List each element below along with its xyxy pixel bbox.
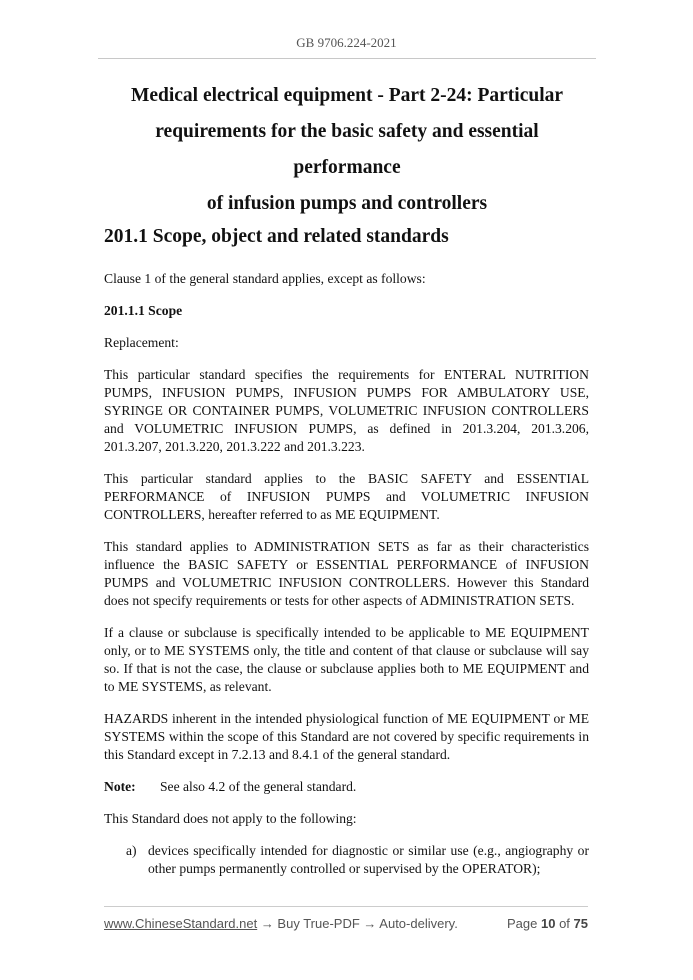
footer — [104, 916, 588, 931]
section-heading: 201.1 Scope, object and related standards — [104, 226, 449, 247]
footer-divider — [104, 906, 588, 907]
page-number — [507, 916, 588, 931]
list-item — [126, 842, 589, 878]
document-body — [104, 224, 589, 878]
replacement-label: Replacement: — [104, 335, 179, 350]
current-page: 10 — [540, 916, 556, 931]
paragraph: This standard applies to ADMINISTRATION SETS as far as their characteristics influence the BASIC SAFETY or ESSENTIAL PERFORMANCE of INFUSION PUMPS and VOLUMETRIC INFUSION CONTROLLERS. However this Standard does not specify requirements or tests for other aspects of ADMINISTRATION SETS. — [104, 539, 589, 608]
list-marker: a) — [126, 843, 137, 858]
header-divider — [98, 58, 596, 59]
running-header: GB 9706.224-2021 — [296, 35, 397, 50]
footer-tagline: → Buy True-PDF → Auto-delivery. — [257, 916, 458, 931]
note — [104, 778, 589, 796]
title-line: requirements for the basic safety and essential performance — [155, 121, 539, 178]
title-line: Medical electrical equipment - Part 2-24: Particular — [130, 85, 564, 106]
intro-paragraph: Clause 1 of the general standard applies, except as follows: — [104, 271, 426, 286]
page-label: Page — [506, 916, 538, 931]
paragraph: This particular standard applies to the BASIC SAFETY and ESSENTIAL PERFORMANCE of INFUSION PUMPS and VOLUMETRIC INFUSION CONTROLLERS, hereafter referred to as ME EQUIPMENT. — [104, 471, 589, 522]
exclusions-intro: This Standard does not apply to the following: — [104, 811, 357, 826]
paragraph: If a clause or subclause is specifically intended to be applicable to ME EQUIPMENT only, or to ME SYSTEMS only, the title and content of that clause or subclause will say so. If that is not the case, the clause or subclause applies both to ME EQUIPMENT and to ME SYSTEMS, as relevant. — [104, 625, 589, 694]
total-pages: 75 — [573, 916, 588, 931]
subheading: 201.1.1 Scope — [104, 303, 183, 318]
document-title — [104, 78, 590, 222]
of-label: of — [559, 916, 570, 931]
paragraph: HAZARDS inherent in the intended physiological function of ME EQUIPMENT or ME SYSTEMS within the scope of this Standard are not covered by specific requirements in this Standard except in 7.2.13 and 8.4.1 of the general standard. — [104, 711, 589, 762]
paragraph: This particular standard specifies the requirements for ENTERAL NUTRITION PUMPS, INFUSION PUMPS, INFUSION PUMPS FOR AMBULATORY USE, SYRINGE OR CONTAINER PUMPS, VOLUMETRIC INFUSION CONTROLLERS and VOLUMETRIC INFUSION PUMPS, as defined in 201.3.204, 201.3.206, 201.3.207, 201.3.220, 201.3.222 and 201.3.223. — [104, 367, 589, 454]
note-text: See also 4.2 of the general standard. — [160, 779, 357, 794]
website-link[interactable]: www.ChineseStandard.net — [104, 916, 258, 931]
title-line: of infusion pumps and controllers — [206, 193, 488, 214]
list-text: devices specifically intended for diagnostic or similar use (e.g., angiography or other pumps permanently controlled or supervised by the OPERATOR); — [148, 843, 589, 876]
note-label: Note: — [104, 779, 136, 794]
